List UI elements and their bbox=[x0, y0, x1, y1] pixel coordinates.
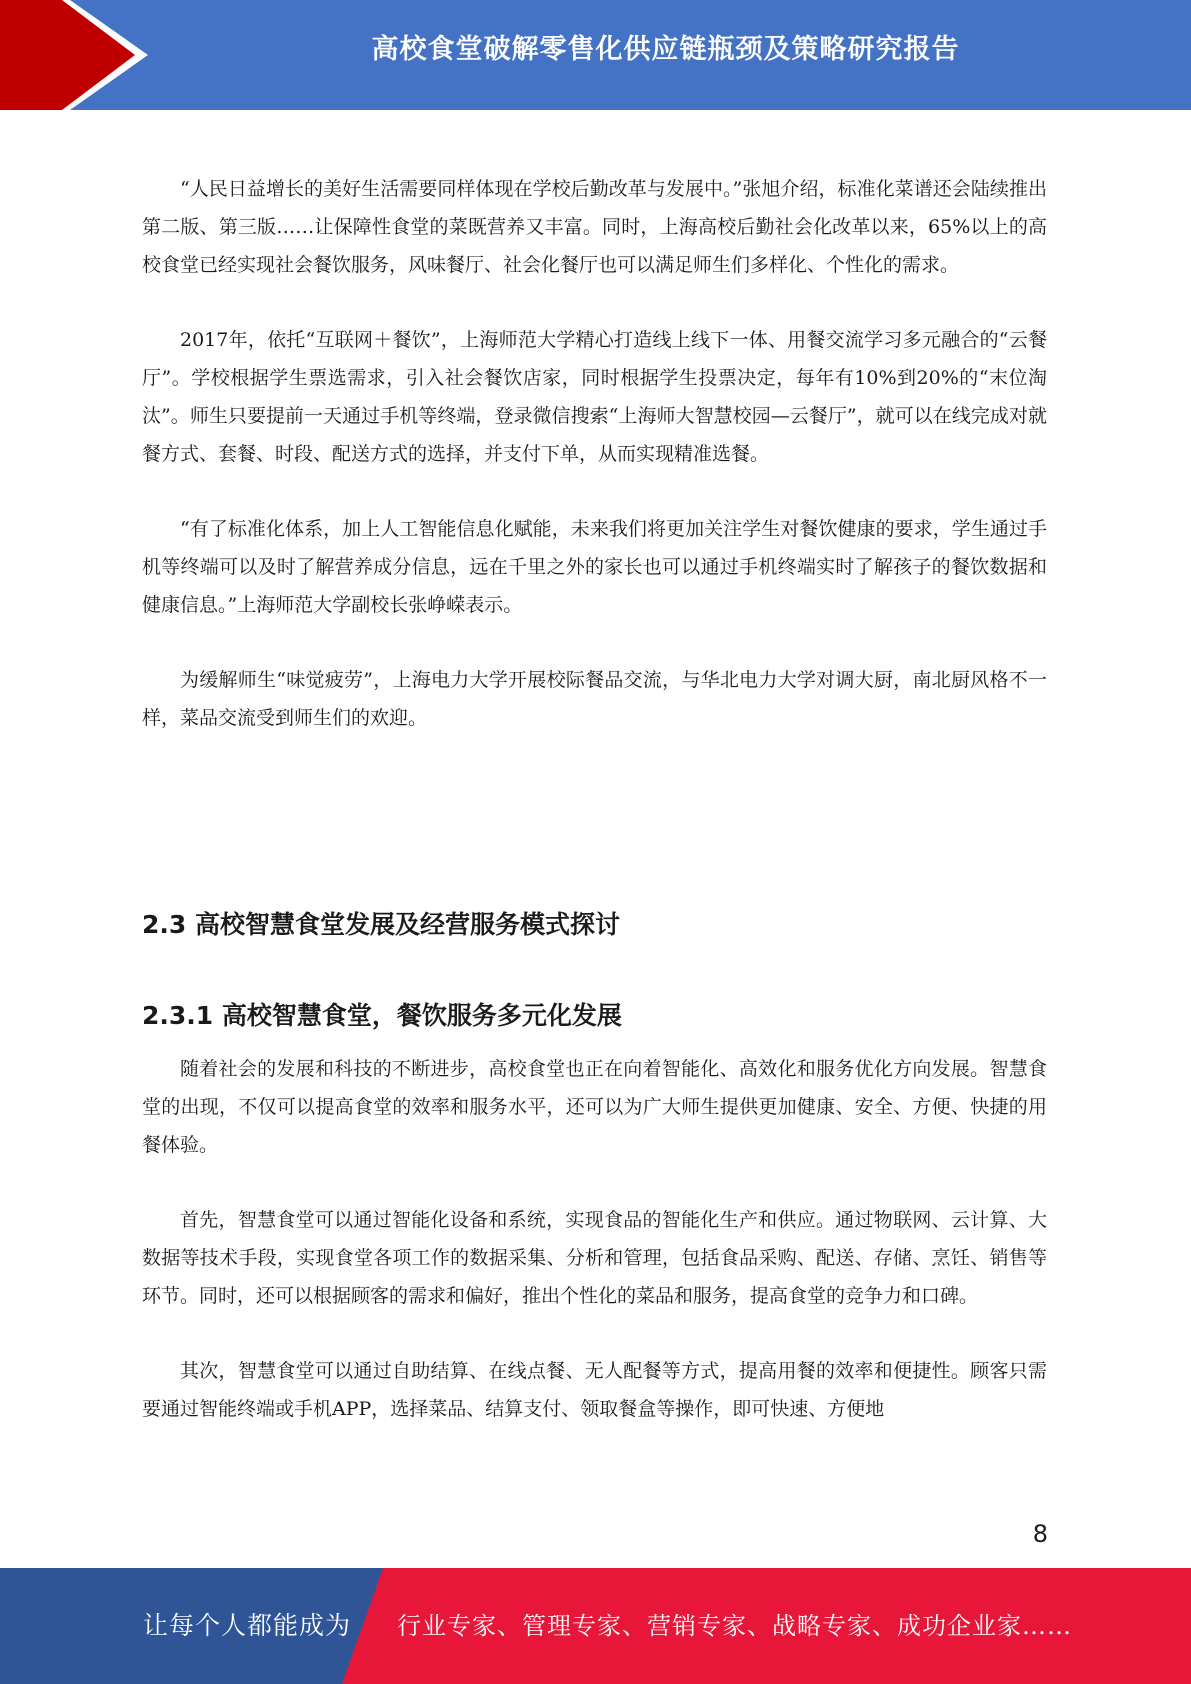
paragraph-group-bottom bbox=[142, 1050, 1047, 1465]
paragraph-group-top bbox=[142, 170, 1047, 774]
paragraph: “有了标准化体系，加上人工智能信息化赋能，未来我们将更加关注学生对餐饮健康的要求，学生通过手机等终端可以及时了解营养成分信息，远在千里之外的家长也可以通过手机终端实时了解孩子的餐饮数据和健康信息。”上海师范大学副校长张峥嵘表示。 bbox=[142, 518, 1047, 616]
paragraph: 2017年，依托“互联网＋餐饮”，上海师范大学精心打造线上线下一体、用餐交流学习多元融合的“云餐厅”。学校根据学生票选需求，引入社会餐饮店家，同时根据学生投票决定，每年有10%到20%的“末位淘汰”。师生只要提前一天通过手机等终端，登录微信搜索“上海师大智慧校园—云餐厅”，就可以在线完成对就餐方式、套餐、时段、配送方式的选择，并支付下单，从而实现精准选餐。 bbox=[142, 329, 1047, 465]
header-banner bbox=[0, 0, 1191, 110]
header-chevron-decoration bbox=[0, 0, 160, 110]
footer-banner bbox=[0, 1568, 1191, 1684]
paragraph: 其次，智慧食堂可以通过自助结算、在线点餐、无人配餐等方式，提高用餐的效率和便捷性。顾客只需要通过智能终端或手机APP，选择菜品、结算支付、领取餐盒等操作，即可快速、方便地 bbox=[142, 1360, 1047, 1420]
paragraph: 为缓解师生“味觉疲劳”，上海电力大学开展校际餐品交流，与华北电力大学对调大厨，南北厨风格不一样，菜品交流受到师生们的欢迎。 bbox=[142, 669, 1047, 729]
footer-slogan-right: 行业专家、管理专家、营销专家、战略专家、成功企业家…… bbox=[397, 1612, 1072, 1640]
document-title: 高校食堂破解零售化供应链瓶颈及策略研究报告 bbox=[371, 34, 960, 65]
page-number: 8 bbox=[1032, 1520, 1048, 1548]
paragraph: “人民日益增长的美好生活需要同样体现在学校后勤改革与发展中。”张旭介绍，标准化菜谱还会陆续推出第二版、第三版……让保障性食堂的菜既营养又丰富。同时，上海高校后勤社会化改革以来，65%以上的高校食堂已经实现社会餐饮服务，风味餐厅、社会化餐厅也可以满足师生们多样化、个性化的需求。 bbox=[142, 178, 1047, 276]
section-heading-2-3-1: 2.3.1 高校智慧食堂，餐饮服务多元化发展 bbox=[142, 1001, 622, 1030]
paragraph: 随着社会的发展和科技的不断进步，高校食堂也正在向着智能化、高效化和服务优化方向发展。智慧食堂的出现，不仅可以提高食堂的效率和服务水平，还可以为广大师生提供更加健康、安全、方便、快捷的用餐体验。 bbox=[142, 1058, 1047, 1156]
footer-slogan-left: 让每个人都能成为 bbox=[143, 1611, 352, 1640]
paragraph: 首先，智慧食堂可以通过智能化设备和系统，实现食品的智能化生产和供应。通过物联网、云计算、大数据等技术手段，实现食堂各项工作的数据采集、分析和管理，包括食品采购、配送、存储、烹饪、销售等环节。同时，还可以根据顾客的需求和偏好，推出个性化的菜品和服务，提高食堂的竞争力和口碑。 bbox=[142, 1209, 1047, 1307]
section-heading-2-3: 2.3 高校智慧食堂发展及经营服务模式探讨 bbox=[142, 910, 620, 939]
